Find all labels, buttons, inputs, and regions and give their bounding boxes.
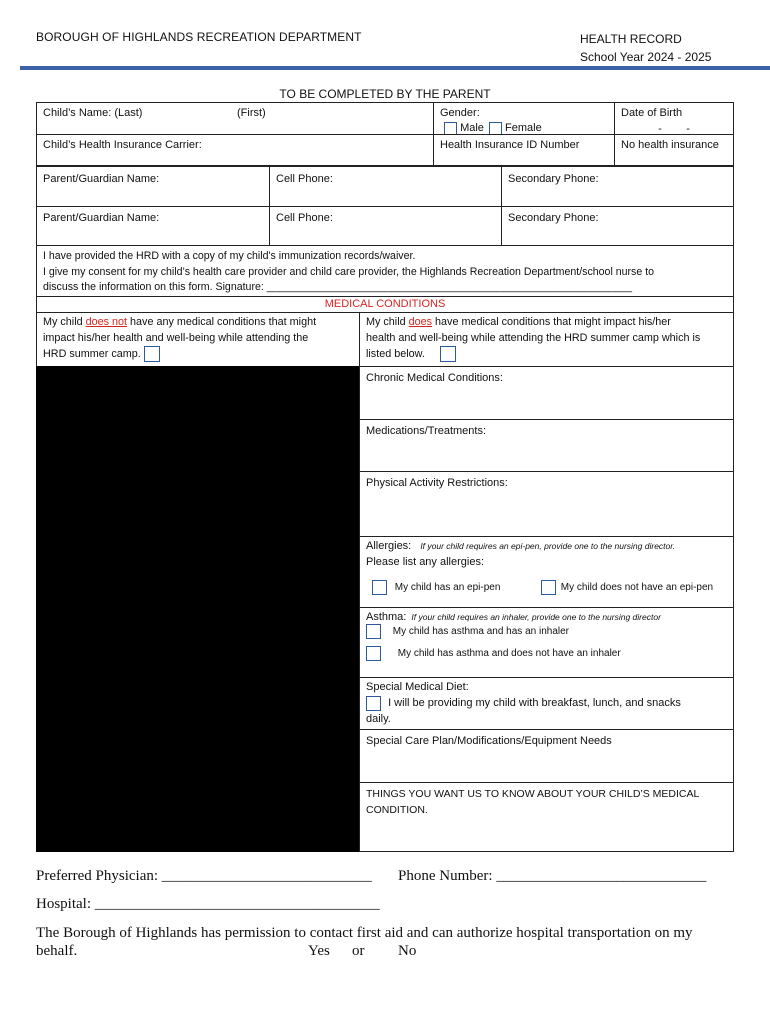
no-cond-post: have any medical conditions that might bbox=[127, 316, 317, 328]
has-cond-line-3: listed below. bbox=[366, 348, 425, 360]
medications-label: Medications/Treatments: bbox=[366, 425, 487, 437]
header-divider bbox=[20, 66, 770, 70]
no-conditions-option[interactable] bbox=[36, 312, 360, 367]
redacted-area bbox=[36, 366, 360, 852]
diet-option-line-2: daily. bbox=[366, 713, 391, 725]
special-diet-field[interactable] bbox=[359, 677, 734, 730]
chronic-conditions-field[interactable] bbox=[359, 366, 734, 420]
childs-name-last-label: Child’s Name: (Last) bbox=[43, 107, 143, 119]
has-cond-emphasis: does bbox=[408, 316, 433, 328]
cell-phone-field-1[interactable] bbox=[269, 166, 502, 207]
female-checkbox[interactable] bbox=[489, 122, 502, 135]
consent-block bbox=[36, 245, 734, 297]
diet-checkbox[interactable] bbox=[366, 696, 381, 711]
dob-field[interactable] bbox=[614, 102, 734, 135]
has-epipen-label: My child has an epi-pen bbox=[394, 582, 501, 594]
record-title-block bbox=[580, 30, 711, 66]
completed-by-heading: TO BE COMPLETED BY THE PARENT bbox=[279, 87, 491, 101]
things-to-know-field[interactable] bbox=[359, 782, 734, 852]
no-insurance-field[interactable] bbox=[614, 134, 734, 166]
has-conditions-option[interactable] bbox=[359, 312, 734, 367]
allergies-list-label: Please list any allergies: bbox=[366, 556, 485, 568]
allergies-label: Allergies: bbox=[366, 540, 412, 552]
things-line-1: THINGS YOU WANT US TO KNOW ABOUT YOUR CHILD’S MEDICAL bbox=[366, 788, 700, 800]
things-line-2: CONDITION. bbox=[366, 804, 428, 816]
asthma-inhaler-label: My child has asthma and has an inhaler bbox=[392, 626, 569, 638]
asthma-field[interactable] bbox=[359, 607, 734, 678]
no-conditions-checkbox[interactable] bbox=[144, 346, 160, 362]
medications-field[interactable] bbox=[359, 419, 734, 472]
asthma-no-inhaler-checkbox[interactable] bbox=[366, 646, 381, 661]
restrictions-label: Physical Activity Restrictions: bbox=[366, 477, 508, 489]
chronic-label: Chronic Medical Conditions: bbox=[366, 372, 503, 384]
male-checkbox[interactable] bbox=[444, 122, 457, 135]
guardian-name-field-1[interactable] bbox=[36, 166, 270, 207]
male-label: Male bbox=[460, 122, 484, 134]
diet-label: Special Medical Diet: bbox=[366, 681, 469, 693]
care-plan-label: Special Care Plan/Modifications/Equipment Needs bbox=[366, 735, 612, 747]
no-cond-emphasis: does not bbox=[85, 316, 128, 328]
permission-line-2: behalf. bbox=[36, 943, 78, 959]
or-text: or bbox=[352, 943, 365, 959]
insurance-id-label: Health Insurance ID Number bbox=[440, 139, 580, 151]
hospital-field[interactable]: Hospital: ______________________________________ bbox=[36, 896, 380, 912]
allergies-field[interactable] bbox=[359, 536, 734, 608]
record-title: HEALTH RECORD bbox=[580, 32, 682, 46]
permission-line-1: The Borough of Highlands has permission to contact first aid and can authorize hospital transportation on my bbox=[36, 925, 693, 941]
dob-label: Date of Birth bbox=[621, 107, 683, 119]
guardian-name-label-2: Parent/Guardian Name: bbox=[43, 212, 160, 224]
has-epipen-checkbox[interactable] bbox=[372, 580, 387, 595]
consent-line-3[interactable]: discuss the information on this form. Signature: ______________________________________________________________ bbox=[43, 281, 633, 293]
secondary-phone-label-1: Secondary Phone: bbox=[508, 173, 599, 185]
gender-label: Gender: bbox=[440, 107, 480, 119]
insurance-carrier-label: Child’s Health Insurance Carrier: bbox=[43, 139, 202, 151]
no-cond-pre: My child bbox=[43, 316, 86, 328]
allergies-note: If your child requires an epi-pen, provide one to the nursing director. bbox=[420, 541, 676, 551]
has-cond-pre: My child bbox=[366, 316, 409, 328]
cell-phone-label-1: Cell Phone: bbox=[276, 173, 333, 185]
preferred-physician-field[interactable]: Preferred Physician: ____________________________ bbox=[36, 868, 372, 884]
secondary-phone-field-1[interactable] bbox=[501, 166, 734, 207]
insurance-carrier-field[interactable] bbox=[36, 134, 434, 166]
childs-name-field[interactable] bbox=[36, 102, 434, 135]
care-plan-field[interactable] bbox=[359, 729, 734, 783]
asthma-note: If your child requires an inhaler, provide one to the nursing director bbox=[411, 612, 661, 622]
has-conditions-checkbox[interactable] bbox=[440, 346, 456, 362]
insurance-id-field[interactable] bbox=[433, 134, 615, 166]
has-cond-line-2: health and well-being while attending the HRD summer camp which is bbox=[366, 332, 701, 344]
consent-line-1: I have provided the HRD with a copy of my child's immunization records/waiver. bbox=[43, 250, 416, 262]
phone-number-field[interactable]: Phone Number: ____________________________ bbox=[398, 868, 707, 884]
no-cond-line-2: impact his/her health and well-being while attending the bbox=[43, 332, 309, 344]
yes-option[interactable]: Yes bbox=[308, 943, 330, 959]
childs-name-first-label: (First) bbox=[237, 107, 266, 119]
cell-phone-label-2: Cell Phone: bbox=[276, 212, 333, 224]
gender-field bbox=[433, 102, 615, 135]
school-year: School Year 2024 - 2025 bbox=[580, 50, 712, 64]
dob-value: - - bbox=[658, 123, 690, 135]
asthma-no-inhaler-label: My child has asthma and does not have an inhaler bbox=[397, 648, 621, 660]
medical-conditions-heading: MEDICAL CONDITIONS bbox=[36, 296, 734, 313]
female-label: Female bbox=[505, 122, 542, 134]
department-name: BOROUGH OF HIGHLANDS RECREATION DEPARTMENT bbox=[36, 30, 362, 44]
permission-statement bbox=[36, 924, 736, 960]
no-option[interactable]: No bbox=[398, 943, 417, 959]
guardian-name-label-1: Parent/Guardian Name: bbox=[43, 173, 160, 185]
no-epipen-checkbox[interactable] bbox=[541, 580, 556, 595]
diet-option-line-1: I will be providing my child with breakfast, lunch, and snacks bbox=[388, 697, 681, 709]
cell-phone-field-2[interactable] bbox=[269, 206, 502, 246]
no-insurance-label: No health insurance bbox=[621, 139, 719, 151]
secondary-phone-field-2[interactable] bbox=[501, 206, 734, 246]
consent-line-2: I give my consent for my child’s health care provider and child care provider, the Highlands Recreation Department/school nurse to bbox=[43, 265, 655, 278]
no-epipen-label: My child does not have an epi-pen bbox=[560, 582, 714, 594]
activity-restrictions-field[interactable] bbox=[359, 471, 734, 537]
has-cond-post: have medical conditions that might impact his/her bbox=[432, 316, 671, 328]
no-cond-line-3: HRD summer camp. bbox=[43, 348, 141, 360]
asthma-inhaler-checkbox[interactable] bbox=[366, 624, 381, 639]
secondary-phone-label-2: Secondary Phone: bbox=[508, 212, 599, 224]
asthma-label: Asthma: bbox=[366, 611, 407, 623]
guardian-name-field-2[interactable] bbox=[36, 206, 270, 246]
